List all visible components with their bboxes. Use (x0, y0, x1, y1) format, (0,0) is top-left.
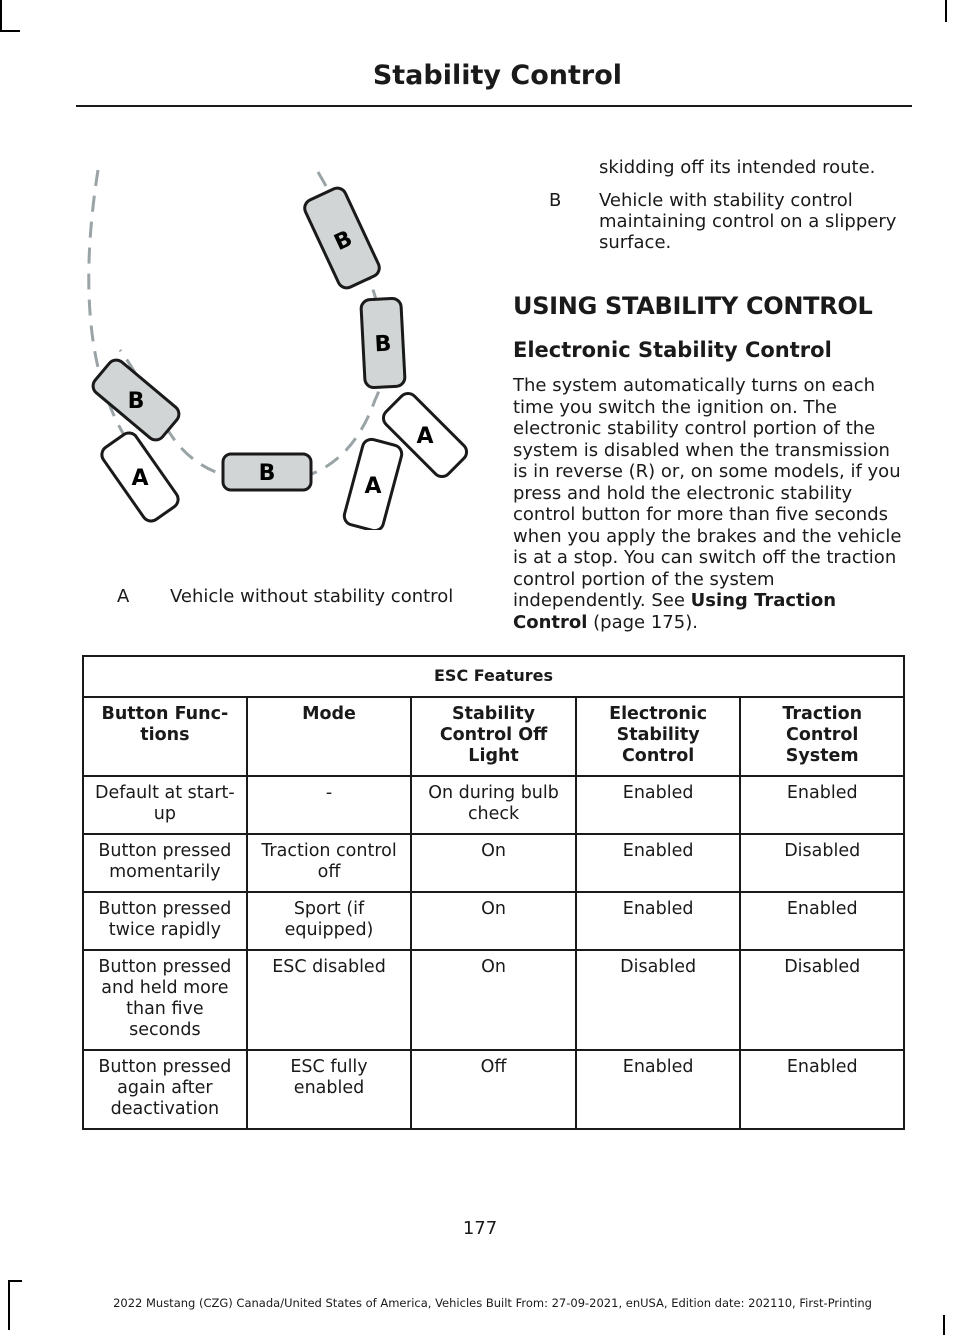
table-cell: Disabled (740, 950, 904, 1050)
label-a: A (364, 474, 382, 499)
header-rule (76, 105, 912, 107)
legend-continuation: skidding off its intended route. (599, 157, 876, 178)
table-cell: Enabled (576, 834, 741, 892)
label-a: A (131, 466, 149, 491)
table-cell: On (411, 950, 576, 1050)
section-heading: USING STABILITY CONTROL (513, 292, 873, 320)
table-cell: Sport (if equipped) (247, 892, 412, 950)
table-cell: ESC disabled (247, 950, 412, 1050)
label-b: B (330, 226, 357, 257)
column-header: Electronic Stability Control (576, 697, 741, 776)
column-header: Stability Control Off Light (411, 697, 576, 776)
table-cell: ESC fully enabled (247, 1050, 412, 1129)
table-cell: Enabled (576, 776, 741, 834)
car-a-bottom (342, 437, 403, 530)
table-cell: Disabled (740, 834, 904, 892)
car-a-left (98, 429, 181, 524)
page-title: Stability Control (372, 60, 622, 91)
table-row (83, 1050, 904, 1129)
table-cell: Button pressed again after deactivation (83, 1050, 247, 1129)
table-caption: ESC Features (83, 656, 904, 697)
table-row (83, 892, 904, 950)
table-cell: On (411, 834, 576, 892)
car-b-top (302, 185, 382, 291)
label-b: B (374, 331, 393, 358)
table-cell: Off (411, 1050, 576, 1129)
label-a: A (416, 424, 434, 449)
column-header: Mode (247, 697, 412, 776)
car-b-right (361, 298, 406, 388)
esc-features-table (82, 655, 905, 1130)
table-row (83, 834, 904, 892)
car-b-left (89, 356, 182, 443)
table-cell: Enabled (576, 1050, 741, 1129)
table-cell: Enabled (740, 892, 904, 950)
legend-key: B (549, 190, 562, 211)
column-header: Traction Control System (740, 697, 904, 776)
label-b: B (127, 389, 145, 414)
crop-mark (8, 1280, 22, 1282)
column-header: Button Func-tions (83, 697, 247, 776)
table-cell: Enabled (576, 892, 741, 950)
crop-mark (943, 1315, 945, 1335)
crop-mark (0, 30, 20, 32)
legend-key: A (117, 586, 130, 607)
footer-text: 2022 Mustang (CZG) Canada/United States of America, Vehicles Built From: 27-09-2021, enUSA, Edition date: 202110, First-Printing (113, 1296, 872, 1310)
legend-text: Vehicle with stability control maintaining control on a slippery surface. (599, 190, 897, 253)
table-cell: Button pressed and held more than five seconds (83, 950, 247, 1050)
table-cell: On during bulb check (411, 776, 576, 834)
page-number: 177 (462, 1218, 498, 1239)
table-cell: Disabled (576, 950, 741, 1050)
crop-mark (0, 0, 2, 30)
table-cell: - (247, 776, 412, 834)
table-header-row (83, 697, 904, 776)
table-cell: Traction control off (247, 834, 412, 892)
body-text: The system automatically turns on each time you switch the ignition on. The electronic stability control portion of the system is disabled when the transmission is in reverse (R) or, on some models, if you press and hold the electronic stability control button for more than five seconds when you apply the brakes and the vehicle is at a stop. You can switch off the traction control portion of the system independently. See (513, 375, 902, 611)
car-b-bottom (223, 454, 311, 490)
stability-diagram (80, 150, 480, 530)
body-paragraph (513, 375, 908, 633)
table-cell: Enabled (740, 1050, 904, 1129)
table-row (83, 776, 904, 834)
legend-text: Vehicle without stability control (170, 586, 454, 607)
section-subheading: Electronic Stability Control (513, 338, 832, 362)
table-row (83, 950, 904, 1050)
table-cell: Button pressed momentarily (83, 834, 247, 892)
table-cell: On (411, 892, 576, 950)
crop-mark (945, 0, 947, 22)
table-cell: Enabled (740, 776, 904, 834)
table-cell: Default at start-up (83, 776, 247, 834)
label-b: B (258, 461, 276, 486)
page-reference: (page 175). (587, 611, 698, 633)
cross-reference-link[interactable]: Using Traction Control (513, 590, 837, 633)
table-cell: Button pressed twice rapidly (83, 892, 247, 950)
